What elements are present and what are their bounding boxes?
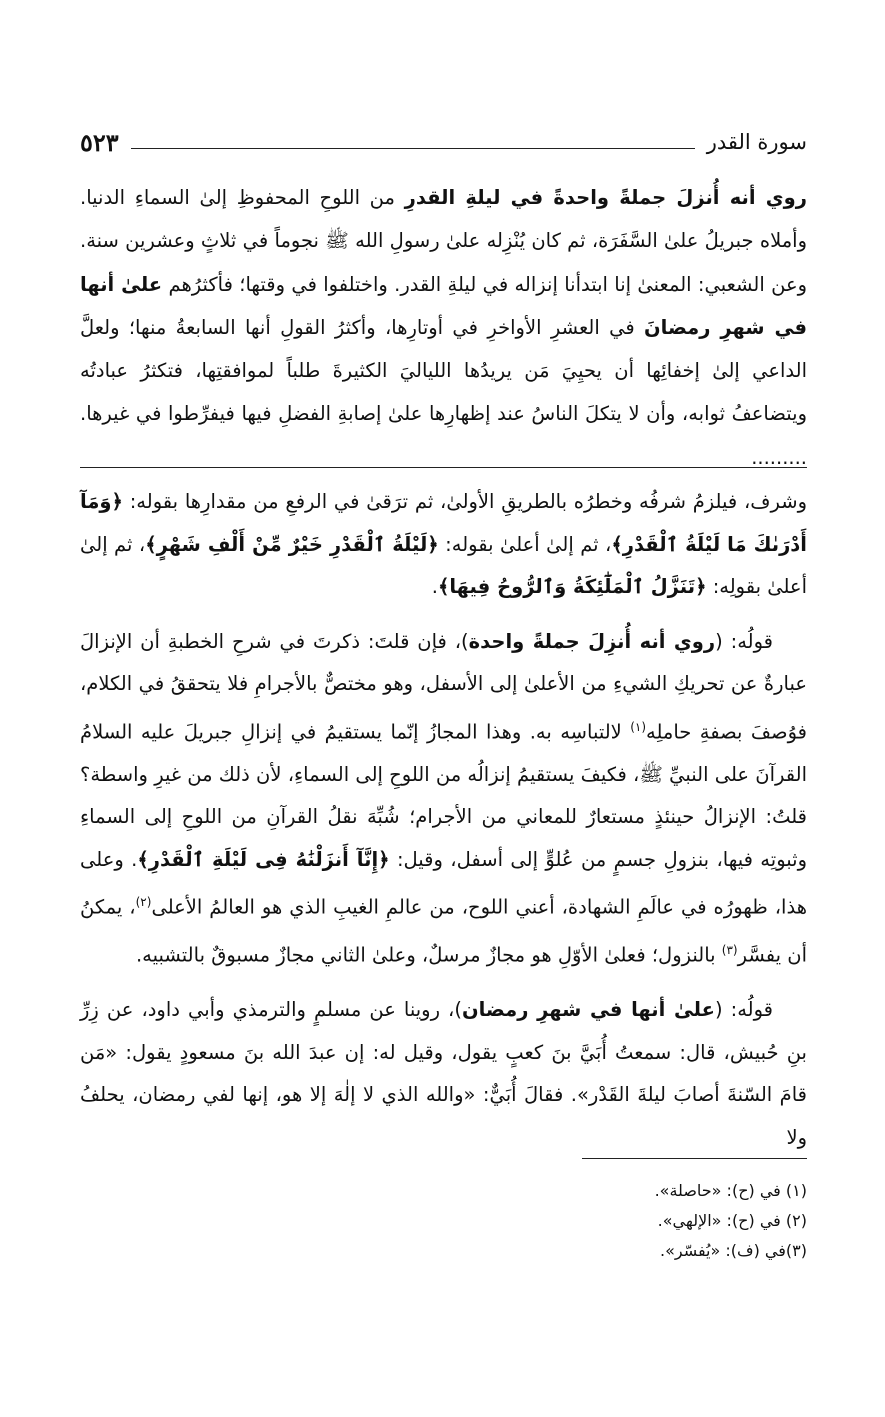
- text-divider: [80, 467, 807, 468]
- quoted-heading: روي أنه أُنزِلَ جملةً واحدة: [468, 629, 716, 653]
- commentary-text: )، روينا عن مسلمٍ والترمذي وأبي داود، عن زِرِّ بنِ حُبيش، قال: سمعتُ أُبَيَّ بنَ كعبٍ يقول، وقيل له: إن عبدَ الله بنَ مسعودٍ يقول: «مَن قامَ السّنةَ أصابَ ليلةَ القَدْر». فقالَ أُبَيٌّ: «والله الذي لا إلٰهَ إلا هو، إنها لفي رمضان، يحلفُ ولا: [80, 998, 807, 1149]
- commentary-text: . وعلى هذا، ظهورُه في عالَمِ الشهادة، أعني اللوح، من عالمِ الغيبِ الذي هو العالمُ الأعلى: [80, 847, 807, 919]
- surah-title: سورة القدر: [706, 130, 807, 154]
- commentary-paragraph-2: [80, 621, 807, 978]
- quran-verse: ﴿تَنَزَّلُ ٱلْمَلَٰٓئِكَةُ وَٱلرُّوحُ فِيهَا﴾: [437, 575, 707, 598]
- commentary: [80, 481, 807, 1159]
- commentary-text: قولُه: (: [715, 629, 773, 653]
- page-number: ٥٢٣: [80, 127, 119, 157]
- commentary-text: ، ثم إلىٰ أعلىٰ بقولِه:: [80, 532, 807, 598]
- commentary-paragraph-1: [80, 481, 807, 609]
- commentary-text: .: [431, 575, 438, 598]
- quran-verse: ﴿إِنَّآ أَنزَلْنَٰهُ فِى لَيْلَةِ ٱلْقَدْرِ﴾: [137, 847, 390, 871]
- main-body-2: في العشرِ الأواخرِ في أوتارِها، وأكثرُ القولِ أنها السابعةُ منها؛ ولعلَّ الداعي إلىٰ إخفائِها أن يحيِيَ مَن يريدُها اللياليَ الكثيرةَ طلباً لموافقتِها، فتكثرُ عبادتُه ويتضاعفُ ثوابه، وأن لا يتكلَ الناسُ عند إظهارِها علىٰ إصابةِ الفضلِ فيها فيفرِّطوا في غيرها. .........: [80, 315, 807, 469]
- footnote-ref: (٢): [135, 895, 152, 909]
- main-body: من اللوحِ المحفوظِ إلىٰ السماءِ الدنيا. وأملاه جبريلُ علىٰ السَّفَرَة، ثم كان يُنْزِله علىٰ رسولِ الله ﷺ نجوماً في ثلاثٍ وعشرين سنة. وعن الشعبي: المعنىٰ إنا ابتدأنا إنزاله في ليلةِ القدر. واختلفوا في وقتها؛ فأكثرُهم: [80, 186, 808, 296]
- footnotes: [80, 1176, 807, 1266]
- commentary-text: قولُه: (: [714, 998, 774, 1021]
- footnote-1: (١) في (ح): «حاصلة».: [654, 1181, 807, 1200]
- main-paragraph: [80, 176, 807, 479]
- commentary-text: وشرف، فيلزمُ شرفُه وخطرُه بالطريقِ الأولىٰ، ثم ترَقىٰ في الرفعِ من مقدارِها بقوله:: [122, 490, 807, 513]
- footnote-rule: [582, 1158, 807, 1159]
- quran-verse: ﴿لَيْلَةُ ٱلْقَدْرِ خَيْرٌ مِّنْ أَلْفِ شَهْرٍ﴾: [145, 532, 439, 556]
- commentary-paragraph-3: [80, 989, 807, 1159]
- quran-verse: ﴿وَمَآ أَدْرَىٰكَ مَا لَيْلَةُ ٱلْقَدْرِ﴾: [80, 490, 807, 556]
- footnote-ref: (١): [630, 719, 647, 734]
- commentary-text: ، ثم إلىٰ أعلىٰ بقوله:: [438, 532, 612, 556]
- main-bold-2: علىٰ أنها في شهرِ رمضانَ: [80, 272, 807, 339]
- footnote-3: (٣)في (ف): «يُفسّر».: [659, 1241, 807, 1260]
- main-text: [80, 176, 807, 479]
- footnote-ref: (٣): [721, 943, 738, 957]
- page-header: [80, 122, 807, 162]
- quoted-heading: علىٰ أنها في شهرِ رمضان: [461, 998, 715, 1021]
- commentary-text: لالتباسِه به. وهذا المجازُ إنّما يستقيمُ في إنزالِ جبريلَ عليه السلامُ القرآنَ على النبيِّ ﷺ، فكيفَ يستقيمُ إنزالُه من اللوحِ إلى السماءِ، لأن ذلك من غيرِ واسطة؟ قلتُ: الإنزالُ حينئذٍ مستعارٌ للمعاني من الأجرام؛ شُبِّهَ نقلُ القرآنِ من اللوحِ إلى السماءِ وثبوتِه فيها، بنزولِ جسمٍ من عُلوٍّ إلى أسفل، وقيل:: [80, 720, 807, 871]
- header-rule: [131, 148, 695, 149]
- commentary-text: ، يمكنُ أن يفسَّر: [80, 895, 807, 967]
- commentary-text: )، فإن قلتَ: ذكرتَ في شرحِ الخطبةِ أن الإنزالَ عبارةٌ عن تحريكِ الشيءِ من الأعلىٰ إلى الأسفل، وهو مختصٌّ بالأجرامِ فلا يتحققُ في الكلام، فوُصفَ بصفةِ حاملِه: [80, 629, 807, 743]
- footnote-2: (٢) في (ح): «الإلهي».: [657, 1211, 807, 1230]
- commentary-text: بالنزول؛ فعلىٰ الأوّلِ هو مجازٌ مرسلٌ، وعلىٰ الثاني مجازٌ مسبوقٌ بالتشبيه.: [135, 943, 722, 967]
- main-lead-bold: روي أنه أُنزلَ جملةً واحدةً في ليلةِ القدرِ: [404, 186, 807, 209]
